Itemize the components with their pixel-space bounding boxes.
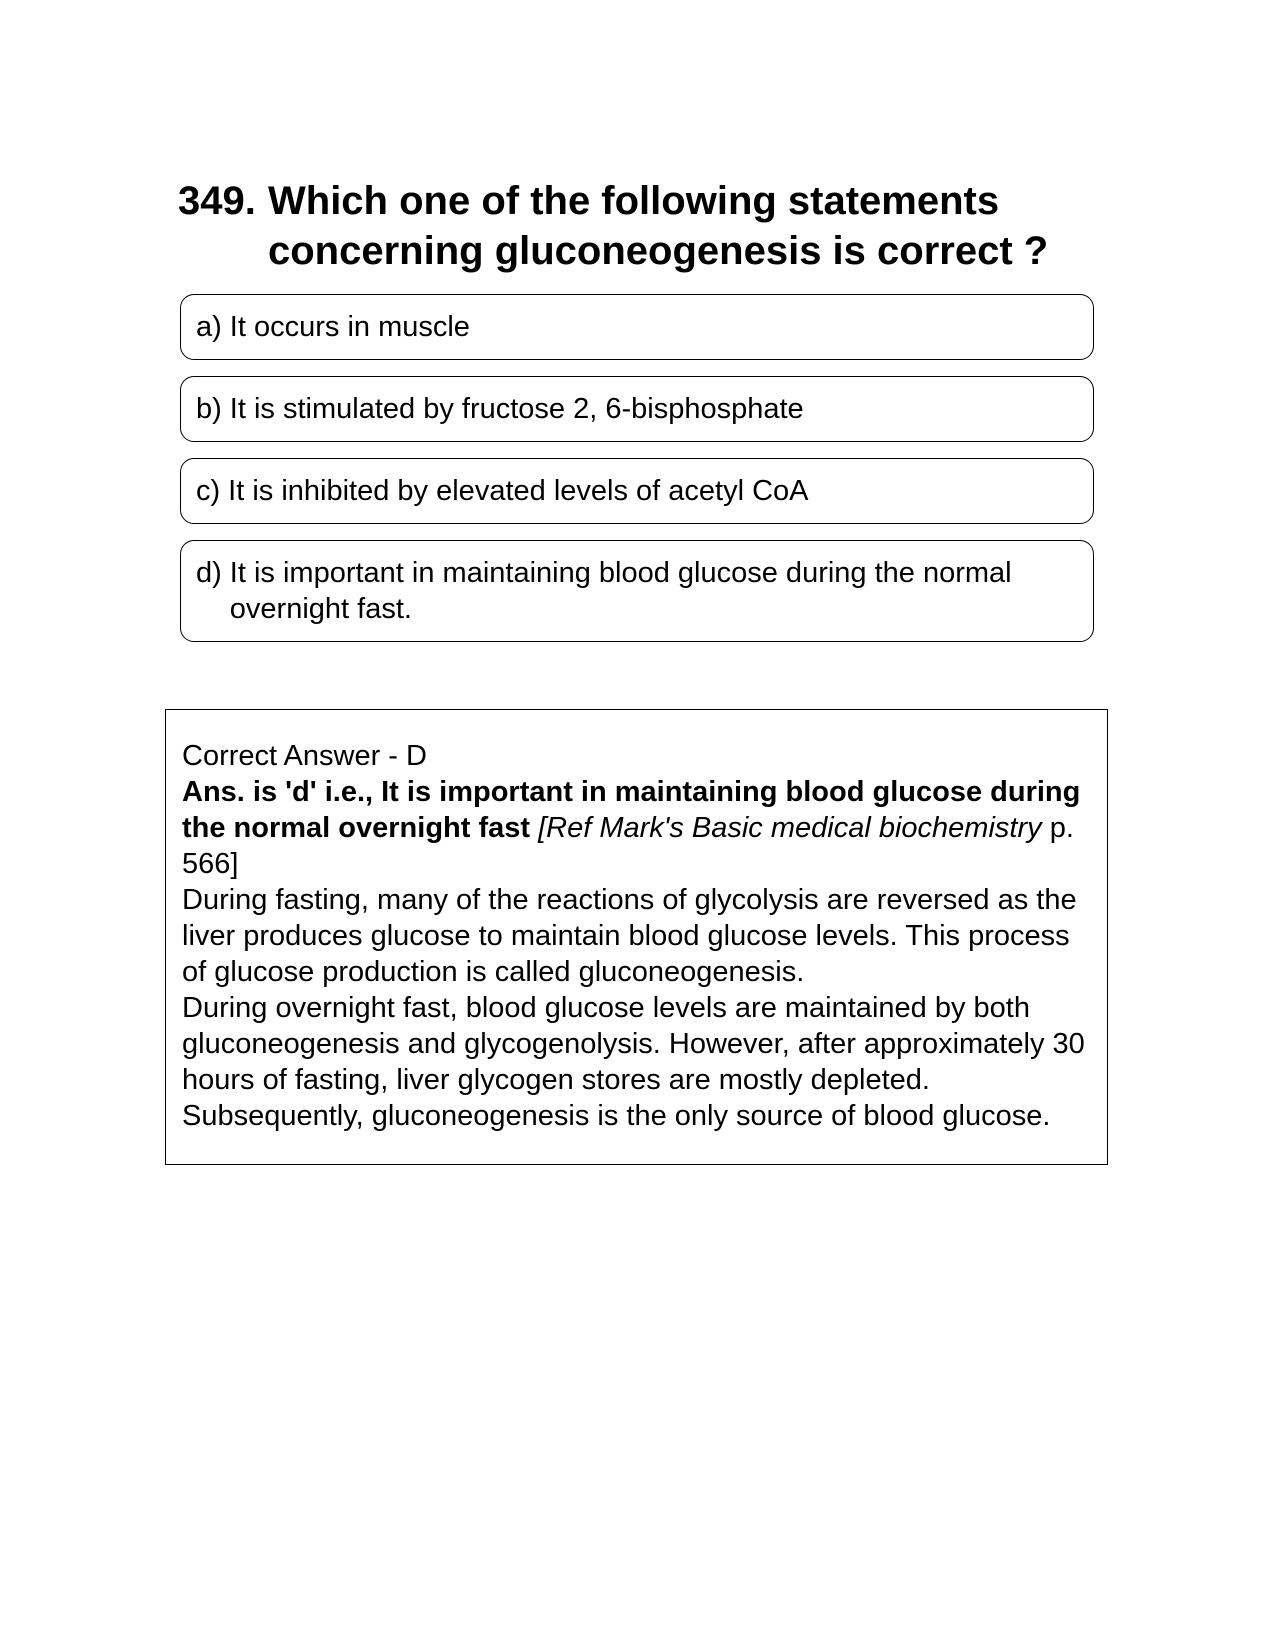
answer-statement [182, 774, 1091, 882]
question-heading [178, 176, 1108, 276]
option-d-letter: d) [196, 557, 222, 589]
option-c-text: It is inhibited by elevated levels of acetyl CoA [228, 475, 809, 507]
explanation-paragraph-2: During overnight fast, blood glucose levels are maintained by both gluconeogenesis and glycogenolysis. However, after approximately 30 hours of fasting, liver glycogen stores are mostly depleted. Subsequently, gluconeogenesis is the only source of blood glucose. [182, 992, 1085, 1132]
option-c[interactable] [180, 458, 1094, 524]
question-text: Which one of the following statements concerning gluconeogenesis is correct ? [268, 179, 1049, 273]
question-number: 349. [178, 179, 256, 223]
option-b-letter: b) [196, 393, 222, 425]
option-a[interactable] [180, 294, 1094, 360]
answer-bold-text: Ans. is 'd' i.e., It is important in maintaining blood glucose during the normal overnight fast [182, 776, 1081, 844]
explanation-paragraph-1: During fasting, many of the reactions of glycolysis are reversed as the liver produces glucose to maintain blood glucose levels. This process of glucose production is called gluconeogenesis. [182, 884, 1077, 988]
option-a-letter: a) [196, 311, 222, 343]
correct-answer-line: Correct Answer - D [182, 740, 427, 772]
option-a-text: It occurs in muscle [229, 311, 470, 343]
option-b-text: It is stimulated by fructose 2, 6-bisphosphate [229, 393, 804, 425]
reference-source: [Ref Mark's Basic medical biochemistry [538, 812, 1042, 844]
option-b[interactable] [180, 376, 1094, 442]
option-d-text: It is important in maintaining blood glucose during the normal overnight fast. [229, 557, 1012, 625]
options-list [180, 294, 1094, 658]
answer-explanation-box [165, 709, 1108, 1165]
option-d[interactable] [180, 540, 1094, 642]
option-c-letter: c) [196, 475, 221, 507]
reference-page: p. 566] [182, 812, 1074, 880]
